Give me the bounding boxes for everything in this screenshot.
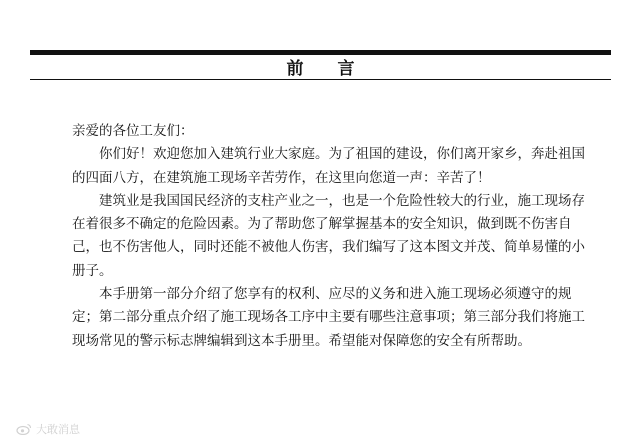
- greeting: 亲爱的各位工友们：: [72, 123, 194, 139]
- title-bar: [30, 50, 611, 80]
- paragraph-industry: 建筑业是我国国民经济的支柱产业之一，也是一个危险性较大的行业，施工现场存在着很多不确定的危险因素。为了帮助您了解掌握基本的安全知识，做到既不伤害自己，也不伤害他人，同时还能不被他人伤害，我们编写了这本图文并茂、简单易懂的小册子。: [72, 192, 585, 279]
- watermark-text: 大敢消息: [36, 423, 80, 436]
- watermark: [16, 421, 80, 437]
- preface-body: [72, 120, 592, 353]
- page-title: 前 言: [286, 58, 369, 79]
- weibo-icon: [16, 423, 32, 435]
- paragraph-manual-contents: 本手册第一部分介绍了您享有的权利、应尽的义务和进入施工现场必须遵守的规定；第二部分重点介绍了施工现场各工序中主要有哪些注意事项；第三部分我们将施工现场常见的警示标志牌编辑到这本手册里。希望能对保障您的安全有所帮助。: [72, 286, 585, 349]
- paragraph-welcome: 你们好！欢迎您加入建筑行业大家庭。为了祖国的建设，你们离开家乡，奔赴祖国的四面八方，在建筑施工现场辛苦劳作，在这里向您道一声：辛苦了！: [72, 146, 585, 186]
